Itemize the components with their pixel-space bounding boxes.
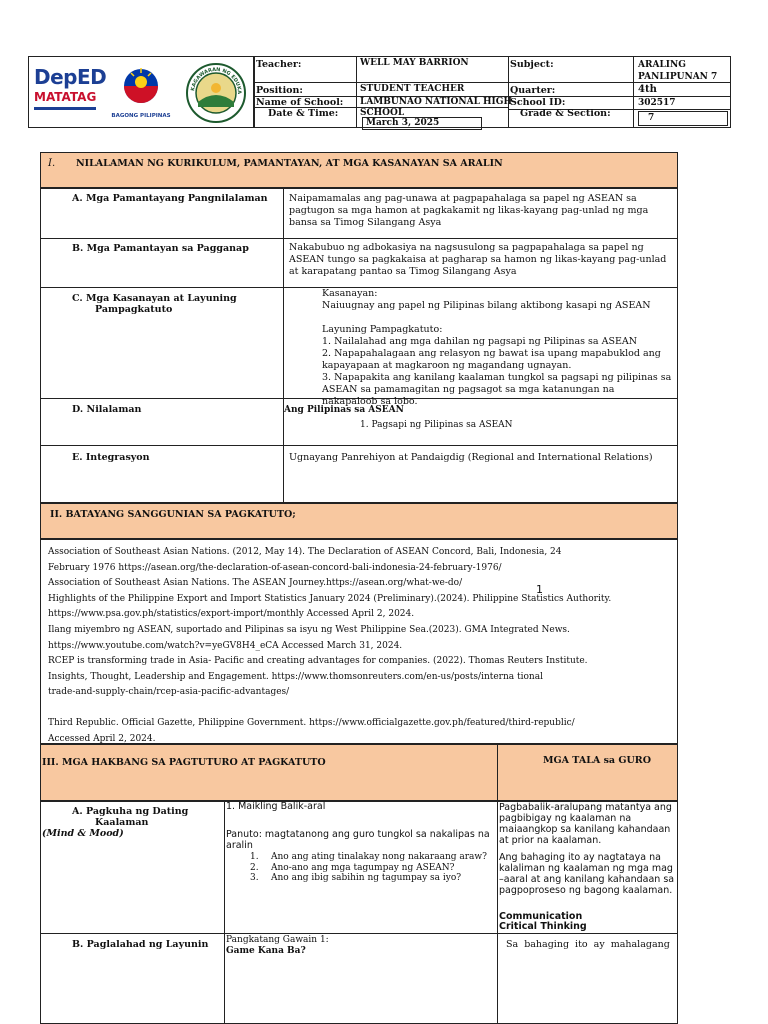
reference-line: https://www.psa.gov.ph/statistics/export-import/monthly Accessed April 2, 2024. bbox=[48, 609, 415, 620]
teacher-label: Teacher: bbox=[256, 59, 302, 70]
section1-number: I. bbox=[48, 158, 56, 169]
school-value-2: SCHOOL bbox=[360, 108, 405, 118]
step-b-activity-line-2: Game Kana Ba? bbox=[226, 946, 306, 956]
layunin-item: 2. Napapahalagaan ang relasyon ng bawat isa upang mapabuklod ang kapayapaan at magkaroon ng magandang ugnayan. bbox=[322, 348, 661, 371]
step-b-note: Sa bahaging ito ay mahalagang bbox=[506, 939, 670, 950]
deped-wordmark: DepED bbox=[34, 65, 107, 89]
row-c-label-2: Pampagkatuto bbox=[95, 304, 173, 315]
row-d-label: D. Nilalaman bbox=[72, 404, 142, 415]
bagong-pilipinas-text: BAGONG PILIPINAS bbox=[111, 113, 171, 119]
row-a-content: Naipamamalas ang pag-unawa at pagpapahalaga sa papel ng ASEAN sa pagtugon sa mga hamon at pagkakamit ng likas-kayang pag-unlad ng mga bansa sa Timog Silangang Asya bbox=[289, 193, 649, 228]
reference-line: Ilang miyembro ng ASEAN, suportado and Pilipinas sa isyu ng West Philippine Sea.(2023). GMA Integrated News. bbox=[48, 624, 570, 635]
reference-line: Accessed April 2, 2024. bbox=[48, 733, 156, 744]
school-label: Name of School: bbox=[256, 97, 344, 108]
reference-line: February 1976 https://asean.org/the-declaration-of-asean-concord-bali-indonesia-24-february-1976/ bbox=[48, 562, 502, 573]
teacher-value: WELL MAY BARRION bbox=[360, 58, 469, 68]
school-id-label: School ID: bbox=[510, 97, 566, 108]
skill-communication: Communication bbox=[499, 911, 583, 922]
kasanayan-text: Naiuugnay ang papel ng Pilipinas bilang aktibong kasapi ng ASEAN bbox=[322, 300, 651, 311]
reference-line: Highlights of the Philippine Export and Import Statistics January 2024 (Preliminary).(2024). Philippine Statistics Authority. bbox=[48, 593, 612, 604]
matatag-wordmark: MATATAG bbox=[34, 90, 97, 104]
deped-seal bbox=[184, 62, 248, 124]
question-item: 3. Ano ang ibig sabihin ng tagumpay sa iyo? bbox=[250, 873, 462, 883]
step-a-label-1: A. Pagkuha ng Dating bbox=[72, 806, 189, 817]
page-marker: 1 bbox=[536, 583, 543, 596]
row-d-item: 1. Pagsapi ng Pilipinas sa ASEAN bbox=[360, 420, 513, 430]
reference-line: Association of Southeast Asian Nations. (2012, May 14). The Declaration of ASEAN Concord, Bali, Indonesia, 24 bbox=[48, 547, 562, 557]
date-value: March 3, 2025 bbox=[366, 118, 440, 128]
school-value-1: LAMBUNAO NATIONAL HIGH bbox=[360, 97, 512, 107]
seal-emblem-icon bbox=[184, 62, 248, 124]
layunin-item: 1. Nailalahad ang mga dahilan ng pagsapi ng Pilipinas sa ASEAN bbox=[322, 336, 638, 347]
row-c-label-1: C. Mga Kasanayan at Layuning bbox=[72, 293, 237, 304]
grade-label: Grade & Section: bbox=[520, 108, 611, 119]
question-item: 2. Ano-ano ang mga tagumpay ng ASEAN? bbox=[250, 862, 455, 873]
section2-title: II. BATAYANG SANGGUNIAN SA PAGKATUTO; bbox=[50, 509, 296, 520]
bagong-pilipinas-logo bbox=[106, 64, 176, 122]
school-id-value: 302517 bbox=[638, 98, 676, 108]
section3-notes-title: MGA TALA sa GURO bbox=[543, 755, 651, 766]
quarter-value: 4th bbox=[638, 84, 657, 95]
grade-value: 7 bbox=[648, 113, 655, 123]
reference-line: RCEP is transforming trade in Asia- Pacific and creating advantages for companies. (2022). Thomas Reuters Institute. bbox=[48, 656, 588, 667]
step-a-questions bbox=[250, 852, 496, 884]
step-a-note-2: Ang bahaging ito ay nagtataya na kalaliman ng kaalaman ng mga mag –aaral at ang kanilang kahandaan sa pagpoproseso ng bagong kaalaman. bbox=[499, 852, 675, 896]
step-a-activity-title: 1. Maikling Balik-aral bbox=[226, 801, 326, 812]
step-a-note-1: Pagbabalik-aralupang matantya ang pagbibigay ng kaalaman na maiaangkop sa kanilang kahandaan at prior na kaalaman. bbox=[499, 802, 672, 846]
row-a-label: A. Mga Pamantayang Pangnilalaman bbox=[72, 193, 268, 204]
subject-value-2: PANLIPUNAN 7 bbox=[638, 72, 718, 82]
step-a-label-3: (Mind & Mood) bbox=[42, 828, 124, 839]
section3-notes-header bbox=[497, 744, 678, 801]
layunin-label: Layuning Pampagkatuto: bbox=[322, 324, 443, 335]
kasanayan-label: Kasanayan: bbox=[322, 288, 378, 299]
row-e-content: Ugnayang Panrehiyon at Pandaigdig (Regional and International Relations) bbox=[289, 452, 653, 463]
date-label: Date & Time: bbox=[268, 108, 339, 119]
question-item: 1. Ano ang ating tinalakay nong nakaraang araw? bbox=[250, 852, 487, 862]
seal-text: KAGAWARAN NG EDUKA bbox=[190, 66, 243, 95]
row-b-label: B. Mga Pamantayan sa Pagganap bbox=[72, 243, 249, 254]
section3-title: III. MGA HAKBANG SA PAGTUTURO AT PAGKATUTO bbox=[42, 757, 326, 768]
reference-line: https://www.youtube.com/watch?v=yeGV8H4_eCA Accessed March 31, 2024. bbox=[48, 640, 403, 651]
step-a-label-2: Kaalaman bbox=[95, 817, 149, 828]
section1-title: NILALAMAN NG KURIKULUM, PAMANTAYAN, AT MGA KASANAYAN SA ARALIN bbox=[76, 158, 503, 169]
reference-line: Insights, Thought, Leadership and Engagement. https://www.thomsonreuters.com/en-us/posts/interna tional bbox=[48, 671, 543, 682]
step-b-label: B. Paglalahad ng Layunin bbox=[72, 939, 209, 950]
row-e-label: E. Integrasyon bbox=[72, 452, 150, 463]
row-b-content: Nakabubuo ng adbokasiya na nagsusulong sa pagpapahalaga sa papel ng ASEAN tungo sa pagkakaisa at pagharap sa hamon ng likas-kayang pag-unlad at karapatang pantao sa Timog Silangang Asya bbox=[289, 242, 667, 277]
deped-sub-line bbox=[34, 107, 96, 110]
layunin-item: 3. Napapakita ang kanilang kaalaman tungkol sa pagsapi ng pilipinas sa ASEAN sa pamamagitan ng pagsagot sa mga katanungan na nakapaloob sa lobo. bbox=[322, 372, 672, 407]
step-b-activity-line-1: Pangkatang Gawain 1: bbox=[226, 935, 329, 945]
subject-value-1: ARALING bbox=[638, 60, 686, 70]
sun-flag-emblem-icon bbox=[106, 64, 176, 108]
subject-label: Subject: bbox=[510, 59, 554, 70]
reference-line: Association of Southeast Asian Nations. The ASEAN Journey.https://asean.org/what-we-do/ bbox=[48, 578, 463, 589]
row-d-heading: Ang Pilipinas sa ASEAN bbox=[284, 405, 404, 415]
skill-critical-thinking: Critical Thinking bbox=[499, 921, 587, 932]
kasanayan-block bbox=[322, 288, 672, 408]
position-value: STUDENT TEACHER bbox=[360, 84, 465, 94]
section3-header bbox=[40, 744, 498, 801]
reference-line: Third Republic. Official Gazette, Philippine Government. https://www.officialgazette.gov.ph/featured/third-republic/ bbox=[48, 717, 575, 728]
deped-logo bbox=[34, 65, 107, 122]
references-list bbox=[48, 545, 673, 747]
reference-line: trade-and-supply-chain/rcep-asia-pacific-advantages/ bbox=[48, 687, 290, 698]
step-a-panuto: Panuto: magtatanong ang guro tungkol sa nakalipas na aralin bbox=[226, 829, 490, 851]
quarter-label: Quarter: bbox=[510, 85, 556, 96]
position-label: Position: bbox=[256, 85, 303, 96]
